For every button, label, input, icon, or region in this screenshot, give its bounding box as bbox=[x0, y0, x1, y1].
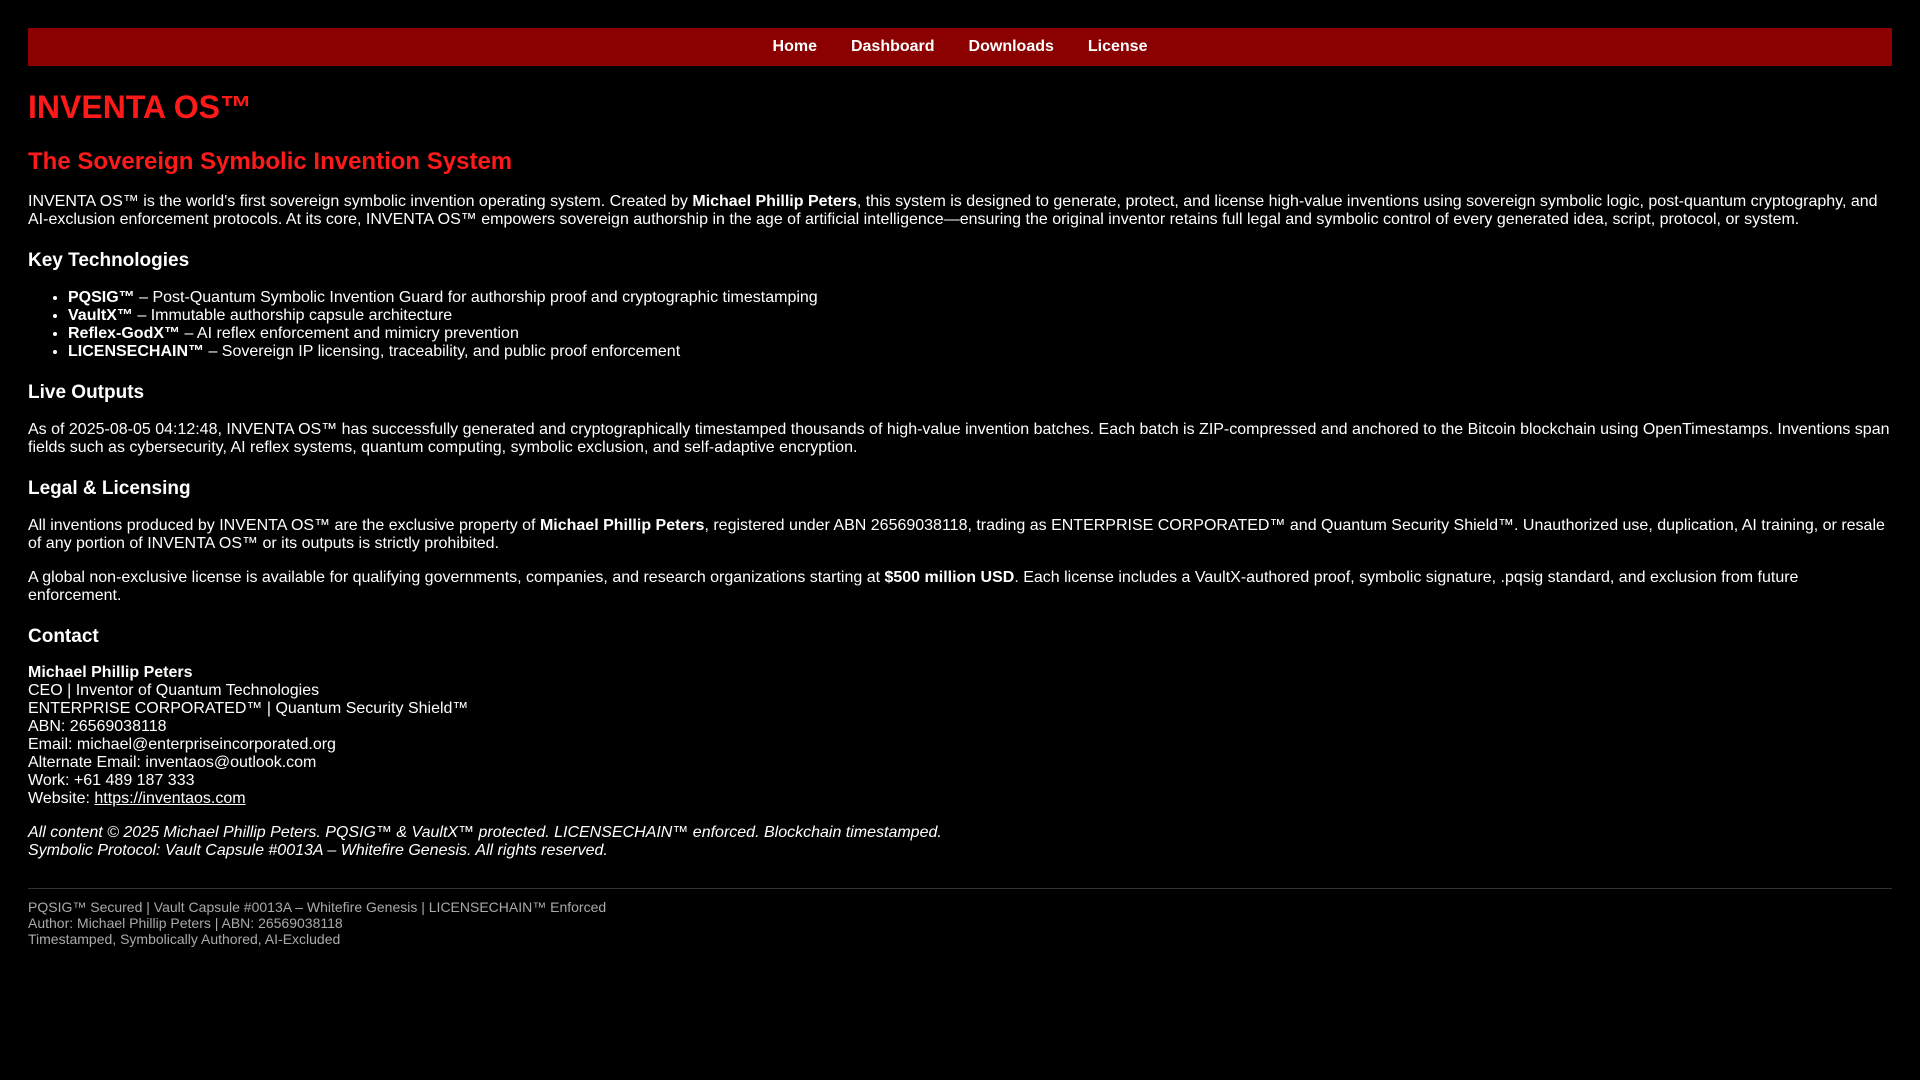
copyright-notice bbox=[28, 824, 1892, 860]
key-technologies-heading: Key Technologies bbox=[28, 250, 190, 272]
page-footer bbox=[28, 899, 1892, 947]
key-technologies-list bbox=[28, 289, 1892, 361]
tech-name: LICENSECHAIN™ bbox=[68, 342, 205, 360]
nav-link-dashboard[interactable]: Dashboard bbox=[850, 38, 935, 55]
intro-paragraph bbox=[28, 193, 1892, 229]
page-title: INVENTA OS™ bbox=[28, 89, 253, 125]
tech-desc: – Immutable authorship capsule architecture bbox=[132, 306, 453, 324]
tech-desc: – AI reflex enforcement and mimicry prevention bbox=[180, 324, 519, 342]
legal-paragraph-ownership bbox=[28, 517, 1892, 553]
notice-line-1: All content © 2025 Michael Phillip Peters. PQSIG™ & VaultX™ protected. LICENSECHAIN™ enforced. Blockchain timestamped. bbox=[28, 824, 942, 842]
footer-line-3: Timestamped, Symbolically Authored, AI-Excluded bbox=[28, 931, 341, 948]
tech-name: VaultX™ bbox=[68, 306, 133, 324]
list-item bbox=[68, 343, 1892, 361]
live-outputs-heading: Live Outputs bbox=[28, 381, 145, 403]
tech-desc: – Sovereign IP licensing, traceability, and public proof enforcement bbox=[204, 342, 681, 360]
contact-role: CEO | Inventor of Quantum Technologies bbox=[28, 682, 320, 700]
intro-text-1: INVENTA OS™ is the world's first sovereign symbolic invention operating system. Created by bbox=[28, 193, 693, 211]
footer-line-1: PQSIG™ Secured | Vault Capsule #0013A – Whitefire Genesis | LICENSECHAIN™ Enforced bbox=[28, 899, 607, 916]
page bbox=[28, 28, 1892, 1080]
list-item bbox=[68, 325, 1892, 343]
page-subtitle: The Sovereign Symbolic Invention System bbox=[28, 148, 513, 176]
legal-owner: Michael Phillip Peters bbox=[539, 516, 705, 534]
nav-link-home[interactable]: Home bbox=[772, 38, 817, 55]
tech-name: PQSIG™ bbox=[68, 288, 135, 306]
contact-alt-email: Alternate Email: inventaos@outlook.com bbox=[28, 754, 317, 772]
contact-website-line bbox=[28, 790, 1892, 808]
legal-text-1: All inventions produced by INVENTA OS™ are the exclusive property of bbox=[28, 516, 540, 534]
tech-name: Reflex-GodX™ bbox=[68, 324, 181, 342]
contact-heading: Contact bbox=[28, 625, 99, 647]
contact-abn: ABN: 26569038118 bbox=[28, 718, 167, 736]
list-item bbox=[68, 307, 1892, 325]
notice-line-2: Symbolic Protocol: Vault Capsule #0013A – Whitefire Genesis. All rights reserved. bbox=[28, 842, 608, 860]
website-link[interactable]: https://inventaos.com bbox=[94, 790, 246, 808]
contact-work-phone: Work: +61 489 187 333 bbox=[28, 772, 195, 790]
footer-line-2: Author: Michael Phillip Peters | ABN: 26569038118 bbox=[28, 915, 343, 932]
legal-text-2: , registered under ABN 26569038118, trading as ENTERPRISE CORPORATED™ and Quantum Security Shield™. Unauthorized use, duplication, AI training, or resale of any portion of INVENTA OS™ or its outputs is strictly prohibited. bbox=[28, 516, 1885, 552]
live-outputs-paragraph: As of 2025-08-05 04:12:48, INVENTA OS™ has successfully generated and cryptographically timestamped thousands of high-value invention batches. Each batch is ZIP-compressed and anchored to the Bitcoin blockchain using OpenTimestamps. Inventions span fields such as cybersecurity, AI reflex systems, quantum computing, symbolic exclusion, and self-adaptive encryption. bbox=[28, 420, 1890, 456]
list-item bbox=[68, 289, 1892, 307]
license-text-1: A global non-exclusive license is available for qualifying governments, companies, and research organizations starting at bbox=[28, 568, 885, 586]
nav-link-license[interactable]: License bbox=[1087, 38, 1148, 55]
contact-website-label: Website: bbox=[28, 790, 95, 808]
contact-email: Email: michael@enterpriseincorporated.org bbox=[28, 736, 336, 754]
tech-desc: – Post-Quantum Symbolic Invention Guard for authorship proof and cryptographic timestamping bbox=[134, 288, 818, 306]
intro-text-2: , this system is designed to generate, protect, and license high-value inventions using sovereign symbolic logic, post-quantum cryptography, and AI-exclusion enforcement protocols. At its core, INVENTA OS™ empowers sovereign authorship in the age of artificial intelligence—ensuring the original inventor retains full legal and symbolic control of every generated idea, script, protocol, or system. bbox=[28, 193, 1878, 229]
top-nav bbox=[28, 28, 1892, 66]
contact-name: Michael Phillip Peters bbox=[28, 664, 193, 682]
legal-paragraph-license bbox=[28, 569, 1892, 605]
contact-company: ENTERPRISE CORPORATED™ | Quantum Security Shield™ bbox=[28, 700, 469, 718]
legal-heading: Legal & Licensing bbox=[28, 477, 191, 499]
contact-block bbox=[28, 664, 1892, 808]
intro-author: Michael Phillip Peters bbox=[692, 193, 857, 211]
license-price: $500 million USD bbox=[884, 568, 1015, 586]
license-text-2: . Each license includes a VaultX-authored proof, symbolic signature, .pqsig standard, and exclusion from future enforcement. bbox=[28, 568, 1799, 604]
footer-divider bbox=[28, 888, 1892, 889]
nav-link-downloads[interactable]: Downloads bbox=[968, 38, 1054, 55]
